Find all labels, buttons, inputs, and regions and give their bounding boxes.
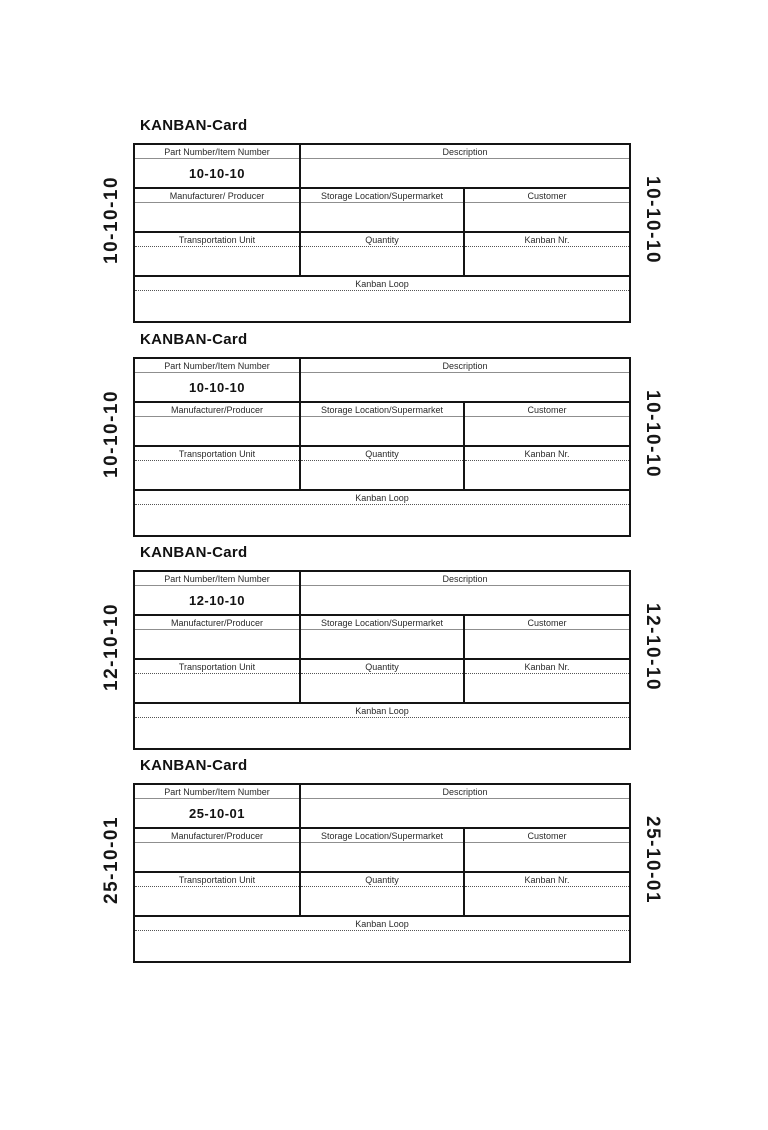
manufacturer-storage-customer-row bbox=[135, 614, 629, 658]
quantity-value bbox=[301, 461, 463, 489]
storage-location-cell bbox=[301, 403, 465, 445]
storage-location-label: Storage Location/Supermarket bbox=[301, 829, 463, 843]
kanban-loop-cell bbox=[135, 277, 629, 321]
kanban-loop-label: Kanban Loop bbox=[135, 917, 629, 931]
manufacturer-storage-customer-row bbox=[135, 401, 629, 445]
card-title: KANBAN-Card bbox=[140, 757, 248, 774]
part-number-cell bbox=[135, 359, 301, 401]
manufacturer-label: Manufacturer/Producer bbox=[135, 829, 299, 843]
transport-quantity-kanban-row bbox=[135, 445, 629, 489]
transportation-unit-label: Transportation Unit bbox=[135, 447, 299, 461]
part-number-value: 25-10-01 bbox=[188, 805, 246, 821]
customer-label: Customer bbox=[465, 829, 629, 843]
kanban-nr-cell bbox=[465, 660, 629, 702]
quantity-label: Quantity bbox=[301, 873, 463, 887]
kanban-nr-cell bbox=[465, 873, 629, 915]
storage-location-label: Storage Location/Supermarket bbox=[301, 403, 463, 417]
storage-location-value bbox=[301, 630, 463, 658]
part-description-row bbox=[135, 359, 629, 401]
part-number-cell bbox=[135, 145, 301, 187]
kanban-loop-value bbox=[135, 931, 629, 961]
kanban-loop-value bbox=[135, 718, 629, 748]
manufacturer-storage-customer-row bbox=[135, 187, 629, 231]
transport-quantity-kanban-row bbox=[135, 871, 629, 915]
customer-value bbox=[465, 417, 629, 445]
quantity-cell bbox=[301, 447, 465, 489]
description-cell bbox=[301, 145, 629, 187]
transportation-unit-label: Transportation Unit bbox=[135, 660, 299, 674]
manufacturer-label: Manufacturer/Producer bbox=[135, 616, 299, 630]
customer-cell bbox=[465, 616, 629, 658]
customer-value bbox=[465, 630, 629, 658]
quantity-value bbox=[301, 674, 463, 702]
kanban-nr-value bbox=[465, 247, 629, 275]
left-margin-label: 12-10-10 bbox=[101, 602, 122, 692]
quantity-value bbox=[301, 887, 463, 915]
part-description-row bbox=[135, 572, 629, 614]
part-number-value: 12-10-10 bbox=[188, 592, 246, 608]
kanban-loop-row bbox=[135, 702, 629, 748]
kanban-nr-label: Kanban Nr. bbox=[465, 873, 629, 887]
transportation-unit-cell bbox=[135, 233, 301, 275]
transportation-unit-value bbox=[135, 674, 299, 702]
transportation-unit-value bbox=[135, 887, 299, 915]
part-number-label: Part Number/Item Number bbox=[135, 572, 299, 586]
kanban-nr-label: Kanban Nr. bbox=[465, 447, 629, 461]
manufacturer-storage-customer-row bbox=[135, 827, 629, 871]
kanban-loop-label: Kanban Loop bbox=[135, 491, 629, 505]
kanban-card-3 bbox=[0, 544, 768, 752]
quantity-cell bbox=[301, 873, 465, 915]
transportation-unit-cell bbox=[135, 660, 301, 702]
customer-label: Customer bbox=[465, 403, 629, 417]
card-title: KANBAN-Card bbox=[140, 544, 248, 561]
kanban-loop-row bbox=[135, 275, 629, 321]
transportation-unit-cell bbox=[135, 873, 301, 915]
customer-cell bbox=[465, 189, 629, 231]
left-margin-label: 25-10-01 bbox=[101, 815, 122, 905]
part-number-label: Part Number/Item Number bbox=[135, 785, 299, 799]
manufacturer-cell bbox=[135, 829, 301, 871]
quantity-cell bbox=[301, 233, 465, 275]
customer-cell bbox=[465, 829, 629, 871]
manufacturer-label: Manufacturer/ Producer bbox=[135, 189, 299, 203]
kanban-loop-row bbox=[135, 489, 629, 535]
description-value bbox=[301, 586, 629, 614]
transport-quantity-kanban-row bbox=[135, 658, 629, 702]
description-label: Description bbox=[301, 572, 629, 586]
description-value bbox=[301, 373, 629, 401]
storage-location-value bbox=[301, 203, 463, 231]
kanban-card-table bbox=[133, 570, 631, 750]
customer-label: Customer bbox=[465, 616, 629, 630]
description-cell bbox=[301, 785, 629, 827]
transportation-unit-label: Transportation Unit bbox=[135, 233, 299, 247]
right-margin-label: 10-10-10 bbox=[642, 389, 663, 479]
kanban-card-table bbox=[133, 783, 631, 963]
kanban-card-1 bbox=[0, 117, 768, 325]
kanban-loop-cell bbox=[135, 704, 629, 748]
card-title: KANBAN-Card bbox=[140, 331, 248, 348]
manufacturer-value bbox=[135, 843, 299, 871]
kanban-nr-label: Kanban Nr. bbox=[465, 233, 629, 247]
manufacturer-cell bbox=[135, 403, 301, 445]
storage-location-label: Storage Location/Supermarket bbox=[301, 189, 463, 203]
quantity-label: Quantity bbox=[301, 660, 463, 674]
part-number-cell bbox=[135, 572, 301, 614]
customer-value bbox=[465, 843, 629, 871]
manufacturer-value bbox=[135, 417, 299, 445]
quantity-label: Quantity bbox=[301, 233, 463, 247]
kanban-nr-value bbox=[465, 887, 629, 915]
left-margin-label: 10-10-10 bbox=[101, 389, 122, 479]
kanban-loop-cell bbox=[135, 917, 629, 961]
storage-location-cell bbox=[301, 829, 465, 871]
description-value bbox=[301, 799, 629, 827]
kanban-card-table bbox=[133, 357, 631, 537]
manufacturer-value bbox=[135, 203, 299, 231]
right-margin-label: 25-10-01 bbox=[642, 815, 663, 905]
kanban-loop-value bbox=[135, 505, 629, 535]
part-number-label: Part Number/Item Number bbox=[135, 145, 299, 159]
transportation-unit-label: Transportation Unit bbox=[135, 873, 299, 887]
kanban-card-4 bbox=[0, 757, 768, 965]
kanban-nr-label: Kanban Nr. bbox=[465, 660, 629, 674]
kanban-card-table bbox=[133, 143, 631, 323]
left-margin-label: 10-10-10 bbox=[101, 175, 122, 265]
quantity-value bbox=[301, 247, 463, 275]
description-label: Description bbox=[301, 359, 629, 373]
transport-quantity-kanban-row bbox=[135, 231, 629, 275]
description-cell bbox=[301, 359, 629, 401]
manufacturer-value bbox=[135, 630, 299, 658]
card-title: KANBAN-Card bbox=[140, 117, 248, 134]
storage-location-cell bbox=[301, 189, 465, 231]
kanban-nr-value bbox=[465, 674, 629, 702]
storage-location-value bbox=[301, 417, 463, 445]
part-number-cell bbox=[135, 785, 301, 827]
kanban-loop-cell bbox=[135, 491, 629, 535]
kanban-loop-label: Kanban Loop bbox=[135, 704, 629, 718]
description-label: Description bbox=[301, 785, 629, 799]
manufacturer-label: Manufacturer/Producer bbox=[135, 403, 299, 417]
transportation-unit-cell bbox=[135, 447, 301, 489]
kanban-nr-cell bbox=[465, 233, 629, 275]
storage-location-label: Storage Location/Supermarket bbox=[301, 616, 463, 630]
kanban-loop-value bbox=[135, 291, 629, 321]
description-cell bbox=[301, 572, 629, 614]
kanban-nr-cell bbox=[465, 447, 629, 489]
right-margin-label: 12-10-10 bbox=[642, 602, 663, 692]
right-margin-label: 10-10-10 bbox=[642, 175, 663, 265]
transportation-unit-value bbox=[135, 247, 299, 275]
part-number-value: 10-10-10 bbox=[188, 379, 246, 395]
part-number-value: 10-10-10 bbox=[188, 165, 246, 181]
customer-cell bbox=[465, 403, 629, 445]
quantity-cell bbox=[301, 660, 465, 702]
part-number-label: Part Number/Item Number bbox=[135, 359, 299, 373]
transportation-unit-value bbox=[135, 461, 299, 489]
quantity-label: Quantity bbox=[301, 447, 463, 461]
kanban-card-2 bbox=[0, 331, 768, 539]
manufacturer-cell bbox=[135, 189, 301, 231]
storage-location-value bbox=[301, 843, 463, 871]
kanban-loop-row bbox=[135, 915, 629, 961]
description-value bbox=[301, 159, 629, 187]
customer-value bbox=[465, 203, 629, 231]
kanban-loop-label: Kanban Loop bbox=[135, 277, 629, 291]
manufacturer-cell bbox=[135, 616, 301, 658]
part-description-row bbox=[135, 145, 629, 187]
part-description-row bbox=[135, 785, 629, 827]
description-label: Description bbox=[301, 145, 629, 159]
customer-label: Customer bbox=[465, 189, 629, 203]
storage-location-cell bbox=[301, 616, 465, 658]
kanban-nr-value bbox=[465, 461, 629, 489]
